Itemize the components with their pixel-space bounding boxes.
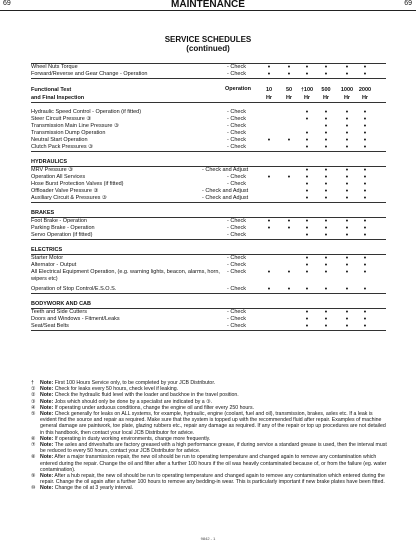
interval-mark: • <box>345 137 349 144</box>
section-heading <box>31 300 386 308</box>
interval-mark: • <box>305 137 309 144</box>
row-label: MRV Pressure ③ <box>31 167 74 173</box>
interval-mark: • <box>305 195 309 202</box>
page-number-left: 69 <box>3 0 11 7</box>
header-operation: Operation <box>225 86 251 92</box>
note-marker: ⑥ <box>31 435 36 442</box>
row-action: - Check and Adjust <box>202 195 249 201</box>
row-action: - Check <box>227 71 246 77</box>
row-label: Teeth and Side Cutters <box>31 309 87 315</box>
row-label: Foot Brake - Operation <box>31 218 87 224</box>
interval-mark: • <box>345 309 349 316</box>
note-keyword: Note: <box>40 386 54 393</box>
section-heading-label: ELECTRICS <box>31 247 63 253</box>
interval-mark: • <box>345 116 349 123</box>
page-title <box>0 35 416 53</box>
note-marker: ② <box>31 392 36 399</box>
interval-mark: • <box>305 316 309 323</box>
interval-mark: • <box>363 71 367 78</box>
table-row <box>31 116 386 123</box>
interval-unit: Hr <box>322 95 330 101</box>
interval-mark: • <box>324 188 328 195</box>
interval-mark: • <box>345 64 349 71</box>
header-label-line1: Functional Test <box>31 87 72 93</box>
note-keyword: Note: <box>40 473 54 480</box>
row-action: - Check <box>227 174 246 180</box>
note-item <box>31 473 387 485</box>
note-marker: ① <box>31 386 36 393</box>
interval-mark: • <box>305 262 309 269</box>
interval-mark: • <box>324 167 328 174</box>
interval-mark: • <box>345 130 349 137</box>
interval-mark: • <box>345 181 349 188</box>
note-marker: ⑧ <box>31 454 36 461</box>
interval-mark: • <box>345 188 349 195</box>
interval-mark: • <box>324 286 328 293</box>
interval-mark: • <box>363 167 367 174</box>
interval-mark: • <box>287 269 291 276</box>
interval-mark: • <box>267 218 271 225</box>
interval-value: 50 <box>285 87 293 93</box>
page-header <box>0 0 416 11</box>
row-label: Transmission Main Line Pressure ③ <box>31 123 119 129</box>
interval-mark: • <box>267 71 271 78</box>
interval-mark: • <box>363 137 367 144</box>
note-text: First 100 Hours Service only, to be completed by your JCB Distributor. <box>53 380 216 386</box>
row-action: - Check <box>227 130 246 136</box>
interval-mark: • <box>305 286 309 293</box>
interval-value: 10 <box>265 87 273 93</box>
row-action: - Check and Adjust <box>202 167 249 173</box>
table-row <box>31 71 386 78</box>
interval-column-header <box>356 86 374 102</box>
interval-mark: • <box>363 144 367 151</box>
row-action: - Check <box>227 137 246 143</box>
row-label: Operation of Stop Control/E.S.O.S. <box>31 286 117 292</box>
interval-mark: • <box>267 174 271 181</box>
interval-mark: • <box>305 255 309 262</box>
interval-mark: • <box>324 144 328 151</box>
interval-mark: • <box>363 232 367 239</box>
note-marker: ③ <box>31 398 36 405</box>
interval-mark: • <box>287 137 291 144</box>
note-keyword: Note: <box>40 442 54 449</box>
interval-mark: • <box>305 218 309 225</box>
interval-value: †100 <box>300 87 314 93</box>
row-label: Seat/Seat Belts <box>31 323 69 329</box>
row-label: Transmission Dump Operation <box>31 130 106 136</box>
interval-mark: • <box>363 316 367 323</box>
interval-mark: • <box>363 323 367 330</box>
page-number-right: 69 <box>404 0 412 7</box>
interval-mark: • <box>363 181 367 188</box>
interval-mark: • <box>345 225 349 232</box>
row-action: - Check and Adjust <box>202 188 249 194</box>
interval-mark: • <box>324 269 328 276</box>
header-label-line2: and Final Inspection <box>31 95 85 101</box>
interval-mark: • <box>267 269 271 276</box>
interval-mark: • <box>363 174 367 181</box>
interval-mark: • <box>345 218 349 225</box>
interval-mark: • <box>345 109 349 116</box>
interval-mark: • <box>324 109 328 116</box>
note-text: Check the hydraulic fluid level with the loader and backhoe in the travel position. <box>53 392 239 399</box>
note-keyword: Note: <box>40 454 54 461</box>
interval-mark: • <box>305 269 309 276</box>
interval-mark: • <box>345 316 349 323</box>
row-label: Forward/Reverse and Gear Change - Operation <box>31 71 148 77</box>
interval-column-header <box>317 86 335 102</box>
note-keyword: Note: <box>40 435 54 442</box>
interval-mark: • <box>267 64 271 71</box>
interval-mark: • <box>287 218 291 225</box>
interval-mark: • <box>324 116 328 123</box>
table-row <box>31 195 386 202</box>
row-action: - Check <box>227 309 246 315</box>
table-row <box>31 174 386 181</box>
interval-mark: • <box>324 181 328 188</box>
row-label: Hose Burst Protection Valves (if fitted) <box>31 181 124 187</box>
row-action: - Check <box>227 218 246 224</box>
interval-mark: • <box>324 174 328 181</box>
interval-mark: • <box>324 323 328 330</box>
interval-mark: • <box>324 130 328 137</box>
row-action: - Check <box>227 232 246 238</box>
note-text: Check generally for leaks on ALL systems, for example, hydraulic, engine (coolant, fuel and oil), transmission, brakes, axles etc. If a leak is evident find the source and repair as required. Make sure that the system is topped up with the recommended fluid after repair. Examples of machine general damage are paintwork, toe plate, glazing rubbers etc., repair any damage as required. If any of the repair or top up procedures are not detailed in this handbook, then contact your local JCB Distributor for advice. <box>40 411 386 436</box>
row-action: - Check <box>227 286 246 292</box>
section-title: MAINTENANCE <box>171 0 245 10</box>
note-keyword: Note: <box>40 380 54 386</box>
interval-mark: • <box>324 137 328 144</box>
interval-mark: • <box>345 286 349 293</box>
interval-unit: Hr <box>361 95 369 101</box>
interval-unit: Hr <box>303 95 311 101</box>
table-row <box>31 232 386 239</box>
interval-mark: • <box>363 262 367 269</box>
interval-mark: • <box>267 286 271 293</box>
interval-mark: • <box>345 269 349 276</box>
interval-mark: • <box>345 174 349 181</box>
interval-mark: • <box>305 167 309 174</box>
row-label: Servo Operation (if fitted) <box>31 232 93 238</box>
title-line-2: (continued) <box>186 44 230 53</box>
interval-mark: • <box>305 174 309 181</box>
column-header <box>31 85 386 102</box>
row-action: - Check <box>227 316 246 322</box>
interval-mark: • <box>305 64 309 71</box>
interval-mark: • <box>287 64 291 71</box>
interval-mark: • <box>305 323 309 330</box>
interval-mark: • <box>324 71 328 78</box>
row-label: Parking Brake - Operation <box>31 225 95 231</box>
note-marker: ④ <box>31 404 36 411</box>
interval-mark: • <box>363 109 367 116</box>
interval-column-header <box>260 86 278 102</box>
interval-mark: • <box>363 188 367 195</box>
row-label: Offloader Valve Pressure ③ <box>31 188 99 194</box>
note-text: Change the oil at 3 yearly interval. <box>53 485 134 492</box>
table-row <box>31 167 386 174</box>
row-action: - Check <box>227 116 246 122</box>
section-heading-label: BODYWORK AND CAB <box>31 301 91 307</box>
interval-mark: • <box>324 123 328 130</box>
table-row <box>31 286 386 293</box>
interval-mark: • <box>345 255 349 262</box>
note-keyword: Note: <box>40 411 54 418</box>
interval-mark: • <box>267 225 271 232</box>
interval-mark: • <box>363 269 367 276</box>
header-label <box>31 86 181 102</box>
note-text: Check for leaks every 50 hours, check level if leaking. <box>53 386 179 393</box>
row-action: - Check <box>227 64 246 70</box>
row-label: Alternator - Output <box>31 262 77 268</box>
page-footer: 9842 - 1 <box>200 536 216 541</box>
interval-mark: • <box>324 225 328 232</box>
interval-mark: • <box>363 225 367 232</box>
note-text: If operating in dusty working environments, change more frequently. <box>53 435 211 442</box>
table-row <box>31 123 386 130</box>
note-keyword: Note: <box>40 392 54 399</box>
section-heading-label: BRAKES <box>31 210 55 216</box>
note-marker: † <box>31 380 34 386</box>
interval-mark: • <box>345 123 349 130</box>
note-marker: ⑩ <box>31 485 36 492</box>
row-action: - Check <box>227 109 246 115</box>
interval-mark: • <box>305 71 309 78</box>
interval-mark: • <box>305 144 309 151</box>
note-marker: ⑦ <box>31 442 36 449</box>
interval-unit: Hr <box>343 95 351 101</box>
interval-column-header <box>280 86 298 102</box>
note-item <box>31 411 387 436</box>
row-action: - Check <box>227 269 246 275</box>
header-rule <box>0 10 416 11</box>
interval-mark: • <box>345 144 349 151</box>
notes-list <box>31 380 387 492</box>
row-action: - Check <box>227 123 246 129</box>
interval-mark: • <box>287 225 291 232</box>
note-text: Jobs which should only be done by a specialist are indicated by a ③. <box>53 398 213 405</box>
table-row <box>31 64 386 71</box>
row-action: - Check <box>227 255 246 261</box>
interval-mark: • <box>324 218 328 225</box>
interval-mark: • <box>287 71 291 78</box>
row-label: Neutral Start Operation <box>31 137 88 143</box>
interval-mark: • <box>324 255 328 262</box>
table-row <box>31 269 386 286</box>
interval-mark: • <box>287 286 291 293</box>
table-row <box>31 188 386 195</box>
table-row <box>31 181 386 188</box>
row-label: Starter Motor <box>31 255 64 261</box>
interval-mark: • <box>363 116 367 123</box>
table-row <box>31 316 386 323</box>
interval-mark: • <box>345 262 349 269</box>
table-row <box>31 255 386 262</box>
note-marker: ⑤ <box>31 411 36 418</box>
table-row <box>31 309 386 316</box>
interval-mark: • <box>305 130 309 137</box>
interval-value: 2000 <box>358 87 372 93</box>
row-label: Hydraulic Speed Control - Operation (if fitted) <box>31 109 142 115</box>
interval-mark: • <box>305 181 309 188</box>
interval-mark: • <box>324 195 328 202</box>
note-text: After a hub repair, the new oil should be run to operating temperature and changed again to remove any contamination which entered during the repair. Change the oil again after a further 100 hours to remove any bedding-in wear. This is particularly important if new brake plates have been fitted. <box>40 473 385 486</box>
interval-mark: • <box>363 64 367 71</box>
note-text: The axles and driveshafts are factory greased with a high performance grease, if during service a standard grease is used, then the interval must be reduced to every 50 hours, contact your JCB Distributor for advice. <box>40 442 387 455</box>
note-text: If operating under arduous conditions, change the engine oil and filter every 250 hours. <box>53 404 254 411</box>
table-row <box>31 137 386 144</box>
interval-unit: Hr <box>265 95 273 101</box>
interval-mark: • <box>363 286 367 293</box>
interval-mark: • <box>363 309 367 316</box>
note-keyword: Note: <box>40 404 54 411</box>
interval-mark: • <box>305 116 309 123</box>
table-row <box>31 130 386 137</box>
row-action: - Check <box>227 262 246 268</box>
interval-mark: • <box>305 225 309 232</box>
service-schedule-table <box>31 63 386 331</box>
note-item <box>31 454 387 473</box>
interval-mark: • <box>324 316 328 323</box>
note-item <box>31 442 387 454</box>
interval-mark: • <box>345 71 349 78</box>
row-action: - Check <box>227 323 246 329</box>
interval-mark: • <box>324 64 328 71</box>
interval-mark: • <box>363 218 367 225</box>
interval-column-header <box>338 86 356 102</box>
row-action: - Check <box>227 144 246 150</box>
table-row <box>31 218 386 225</box>
interval-value: 1000 <box>340 87 354 93</box>
table-row <box>31 323 386 330</box>
row-label: All Electrical Equipment Operation, (e.g. warning lights, beacon, alarms, horn, wipers etc) <box>31 269 220 282</box>
interval-unit: Hr <box>285 95 293 101</box>
row-label: Wheel Nuts Torque <box>31 64 78 70</box>
interval-mark: • <box>345 323 349 330</box>
table-row <box>31 262 386 269</box>
table-row <box>31 144 386 151</box>
interval-mark: • <box>305 188 309 195</box>
interval-mark: • <box>287 174 291 181</box>
section-heading <box>31 158 386 166</box>
section-heading-label: HYDRAULICS <box>31 159 68 165</box>
table-row <box>31 109 386 116</box>
interval-mark: • <box>345 232 349 239</box>
row-label: Clutch Pack Pressures ③ <box>31 144 94 150</box>
row-action: - Check <box>227 225 246 231</box>
interval-mark: • <box>363 130 367 137</box>
interval-mark: • <box>363 255 367 262</box>
row-action: - Check <box>227 181 246 187</box>
interval-mark: • <box>345 195 349 202</box>
row-label: Operation All Services <box>31 174 86 180</box>
row-label: Auxiliary Circuit & Pressures ③ <box>31 195 107 201</box>
note-keyword: Note: <box>40 485 54 492</box>
section-heading <box>31 209 386 217</box>
note-keyword: Note: <box>40 398 54 405</box>
interval-mark: • <box>305 232 309 239</box>
interval-mark: • <box>363 195 367 202</box>
title-line-1: SERVICE SCHEDULES <box>164 35 252 44</box>
table-rule <box>31 330 386 331</box>
row-label: Doors and Windows - Fitment/Leaks <box>31 316 120 322</box>
row-label: Steer Circuit Pressure ③ <box>31 116 92 122</box>
table-row <box>31 225 386 232</box>
interval-column-header <box>298 86 316 102</box>
interval-mark: • <box>324 232 328 239</box>
interval-mark: • <box>267 137 271 144</box>
interval-mark: • <box>305 309 309 316</box>
note-text: After a major transmission repair, the new oil should be run to operating temperature and changed again to remove any contamination which entered during the repair. Change the oil and filter after a further 100 hours if the oil was heavily contaminated because of, or from the failure (eg. water contamination). <box>40 454 387 473</box>
interval-value: 500 <box>321 87 331 93</box>
section-heading <box>31 246 386 254</box>
note-item <box>31 485 387 491</box>
interval-mark: • <box>345 167 349 174</box>
interval-mark: • <box>363 123 367 130</box>
note-marker: ⑨ <box>31 473 36 480</box>
interval-mark: • <box>324 262 328 269</box>
interval-mark: • <box>305 109 309 116</box>
interval-mark: • <box>324 309 328 316</box>
